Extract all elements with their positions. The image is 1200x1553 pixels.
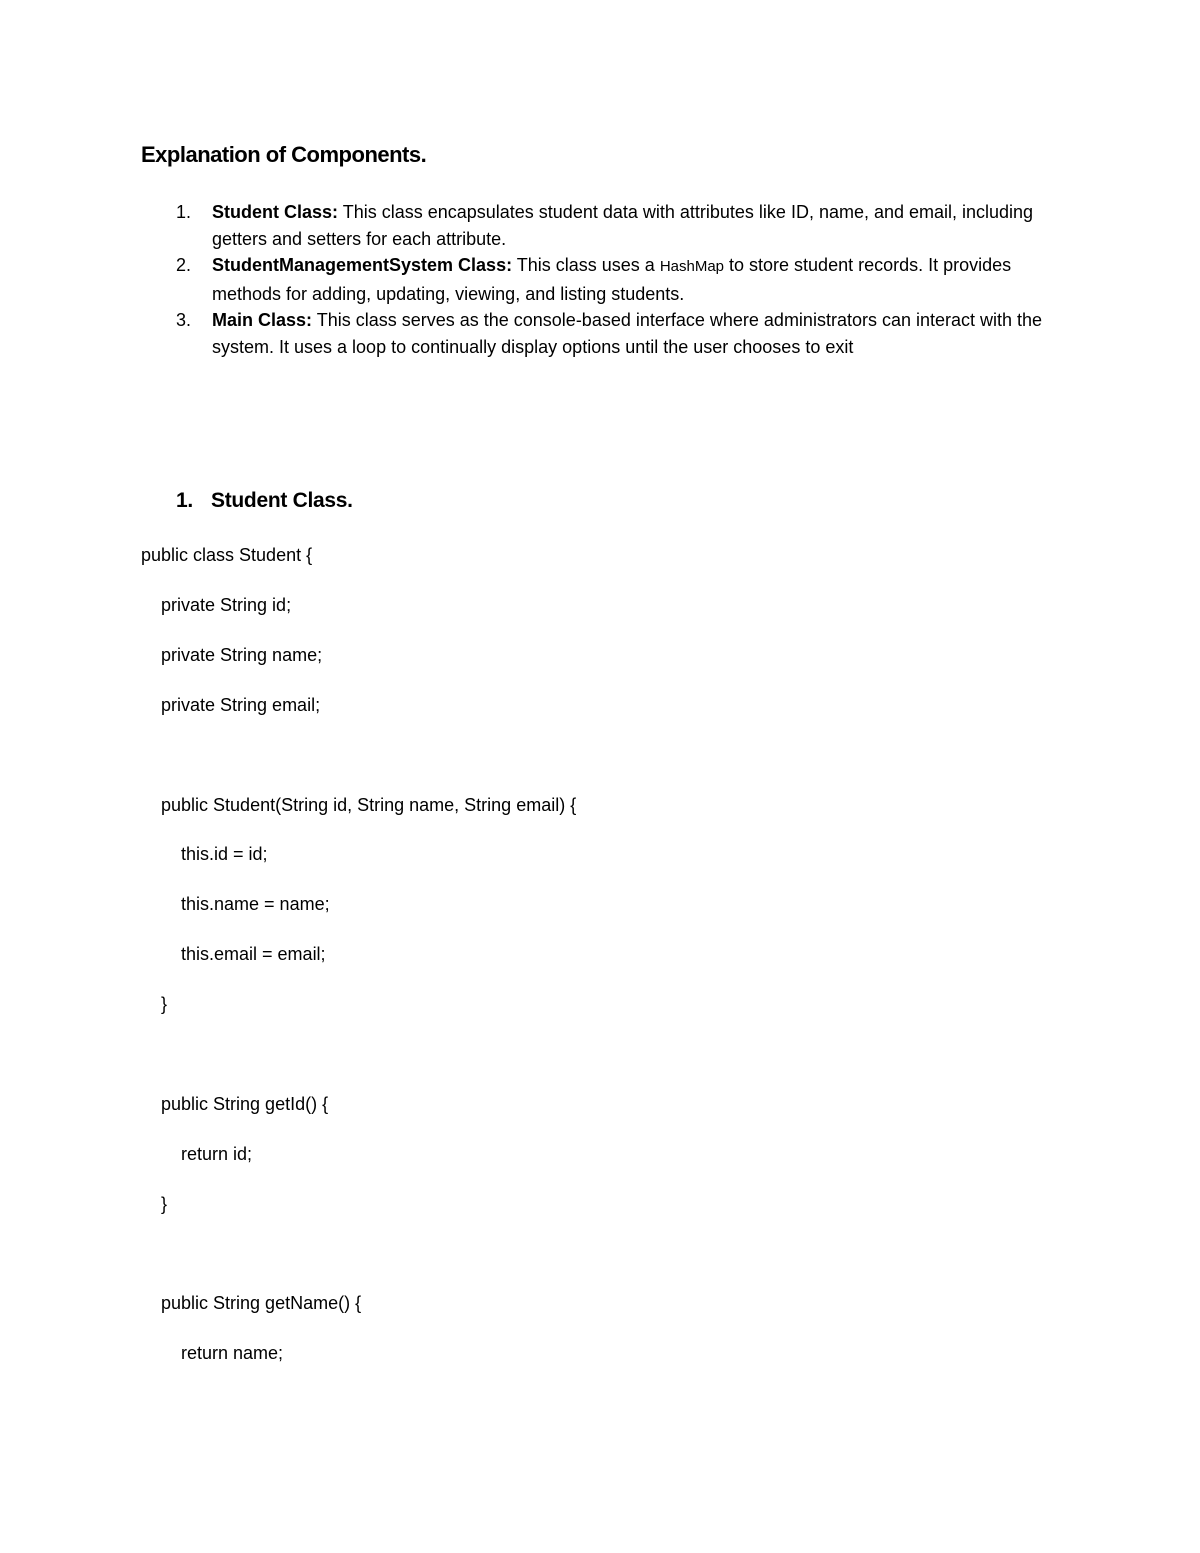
explanation-text: This class serves as the console-based interface where administrators can interact with the system. It uses a loop to continually display options until the user chooses to exit: [212, 310, 1043, 357]
code-line: return name;: [141, 1343, 284, 1363]
explanation-item-student: [141, 199, 1051, 252]
code-line: public String getId() {: [141, 1094, 329, 1114]
page-heading: Explanation of Components.: [141, 142, 427, 167]
explanation-text-before: This class uses a: [512, 255, 660, 275]
code-line: }: [141, 994, 168, 1014]
code-line: public Student(String id, String name, String email) {: [141, 795, 577, 815]
section-heading: [176, 489, 353, 513]
explanation-term: Student Class:: [212, 202, 339, 222]
explanation-list: [141, 199, 1051, 360]
explanation-text-after: to store student records. It provides methods for adding, updating, viewing, and listing students.: [212, 255, 1012, 304]
code-line: this.id = id;: [141, 844, 268, 864]
code-line: public class Student {: [141, 545, 313, 565]
section-number: 1.: [176, 489, 193, 512]
explanation-item-main: [141, 307, 1051, 360]
explanation-term: Main Class:: [212, 310, 313, 330]
code-line: public String getName() {: [141, 1293, 362, 1313]
code-line: this.email = email;: [141, 944, 326, 964]
section-title: Student Class.: [211, 489, 353, 512]
list-number: 3.: [176, 310, 192, 330]
list-number: 1.: [176, 202, 192, 222]
code-line: }: [141, 1194, 168, 1214]
explanation-item-management-system: [141, 252, 1051, 307]
code-line: private String id;: [141, 595, 292, 615]
code-line: this.name = name;: [141, 894, 330, 914]
explanation-term: StudentManagementSystem Class:: [212, 255, 513, 275]
inline-code-token: HashMap: [659, 258, 725, 275]
code-line: private String email;: [141, 695, 321, 715]
code-line: return id;: [141, 1144, 253, 1164]
list-number: 2.: [176, 255, 192, 275]
explanation-text: This class encapsulates student data with attributes like ID, name, and email, including getters and setters for each attribute.: [212, 202, 1034, 249]
code-line: private String name;: [141, 645, 323, 665]
